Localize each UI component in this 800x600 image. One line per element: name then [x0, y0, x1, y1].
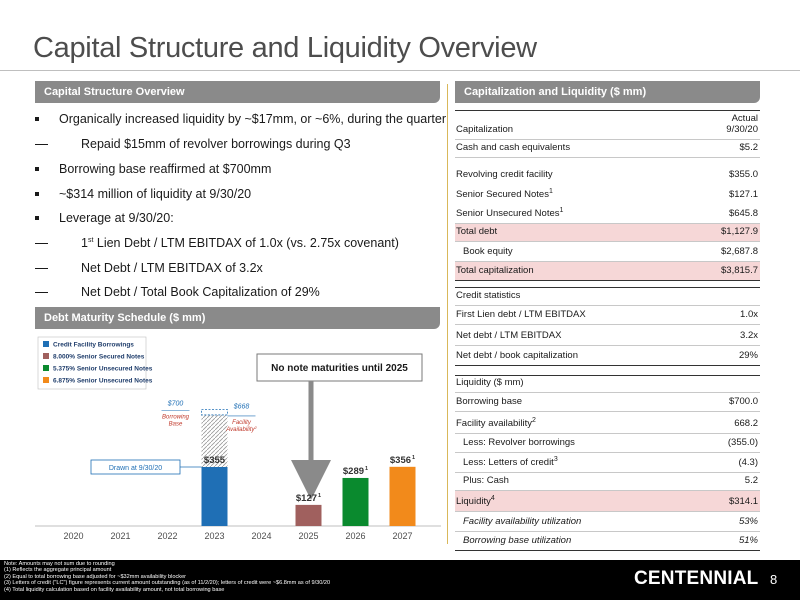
- bar-2025: [296, 505, 322, 526]
- footnote-ref: 1: [318, 492, 322, 499]
- row-label: Borrowing base: [456, 396, 523, 407]
- bullet-text: ~$314 million of liquidity at 9/30/20: [59, 187, 252, 201]
- x-tick-label: 2022: [157, 531, 178, 541]
- row-label: Borrowing base utilization: [463, 535, 572, 546]
- column-divider: [447, 84, 448, 544]
- actual-date-header: [726, 113, 758, 135]
- bar-2023: [202, 467, 228, 526]
- row-label-text: Senior Secured Notes: [456, 189, 549, 200]
- footnote-line: (3) Letters of credit ("LC") figure represents current amount outstanding (as of 11/2/20); letters of credit were ~$6.8mm as of 9/30/20: [4, 580, 331, 587]
- bar-value-label: $\$289^1$: [342, 465, 369, 477]
- table-row: [455, 306, 760, 325]
- row-label-text: Senior Unsecured Notes: [456, 208, 560, 219]
- table-row: [455, 325, 760, 346]
- drawn-callout: [91, 460, 203, 474]
- bar-2026: [343, 478, 369, 526]
- row-value: $5.2: [739, 142, 758, 153]
- page-number: 8: [770, 572, 778, 587]
- row-label: [463, 457, 558, 468]
- legend-label-secured-notes: 8.000% Senior Secured Notes: [53, 353, 145, 361]
- legend-swatch-5375-notes: [43, 365, 49, 371]
- liquidity-header: Liquidity ($ mm): [456, 377, 524, 388]
- bullet-marker: [35, 117, 39, 121]
- footnote-line: (4) Total liquidity calculation based on facility availability amount, not total borrowing base: [4, 586, 225, 593]
- borrowing-base-caption: Borrowing: [161, 414, 190, 421]
- chart-x-axis: [63, 531, 412, 541]
- table-row: [455, 140, 760, 158]
- bullet-marker: [35, 167, 39, 171]
- row-label: Less: Revolver borrowings: [463, 437, 575, 448]
- footnote-ref: 2: [254, 424, 257, 430]
- table-row: [455, 204, 760, 224]
- facility-availability-value: $668: [233, 403, 250, 411]
- row-value: (4.3): [738, 457, 758, 468]
- page-title: Capital Structure and Liquidity Overview: [33, 32, 537, 64]
- row-value: $355.0: [728, 169, 758, 180]
- footnote-ref: 2: [532, 416, 536, 424]
- table-row: [455, 532, 760, 551]
- table-row-liquidity: [455, 491, 760, 512]
- legend-swatch-6875-notes: [43, 377, 49, 383]
- borrowing-base-caption: Base: [168, 421, 183, 428]
- row-value: $700.0: [728, 396, 758, 407]
- bullet-text: Organically increased liquidity by ~$17mm, or ~6%, during the quarter: [59, 112, 447, 126]
- row-value: 53%: [738, 516, 758, 527]
- row-label-text: Facility availability: [456, 418, 533, 429]
- row-value: $314.1: [728, 496, 758, 507]
- title-divider: [0, 70, 800, 71]
- row-value: 1.0x: [740, 309, 758, 320]
- footnote-ref: 3: [553, 455, 558, 463]
- row-value: $3,815.7: [721, 265, 758, 276]
- borrowing-base-value: $700: [167, 400, 184, 408]
- table-row: [455, 453, 760, 473]
- row-value: 29%: [738, 350, 758, 361]
- sub-bullet-text: [81, 236, 399, 250]
- row-value: 3.2x: [740, 330, 758, 341]
- x-tick-label: 2020: [63, 531, 84, 541]
- row-label-text: Liquidity: [456, 496, 491, 507]
- row-label: Net debt / LTM EBITDAX: [456, 330, 562, 341]
- row-label: [456, 189, 553, 200]
- x-tick-label: 2027: [392, 531, 413, 541]
- footnote-line: (2) Equal to total borrowing base adjusted for ~$32mm availability blocker: [4, 573, 187, 580]
- ordinal-suffix: st: [87, 236, 94, 244]
- bar-value-label: $\$127^1$: [295, 492, 322, 504]
- sub-bullet-text: Net Debt / Total Book Capitalization of 29%: [81, 285, 320, 299]
- table-row: [455, 158, 760, 184]
- row-label: [456, 418, 536, 429]
- table-row-total-debt: [455, 224, 760, 242]
- legend-label-6875-notes: 6.875% Senior Unsecured Notes: [53, 377, 153, 385]
- table-row: [455, 434, 760, 453]
- footnote-ref: 1: [559, 206, 564, 214]
- row-label: [456, 208, 563, 219]
- footnotes: [4, 561, 330, 593]
- ordinal-number: 1: [81, 236, 88, 250]
- row-value: $2,687.8: [721, 246, 758, 257]
- sub-bullet-text: Net Debt / LTM EBITDAX of 3.2x: [81, 261, 263, 275]
- date-header: 9/30/20: [726, 124, 758, 135]
- row-label: Total debt: [456, 226, 498, 237]
- bar-value-label: $355: [203, 454, 226, 466]
- liquidity-header-row: [455, 375, 760, 393]
- dash-marker: [35, 144, 48, 145]
- bar-value-label: $\$356^1$: [389, 454, 416, 466]
- company-logo: CENTENNIAL: [634, 568, 759, 589]
- facility-availability-caption: Facility: [232, 419, 251, 426]
- dash-marker: [35, 243, 48, 244]
- x-tick-label: 2025: [298, 531, 319, 541]
- bullet-marker: [35, 192, 39, 196]
- section-header-capital-structure: Capital Structure Overview: [35, 81, 440, 103]
- row-label: First Lien debt / LTM EBITDAX: [456, 309, 586, 320]
- table-header-row: [455, 110, 760, 140]
- row-value: $645.8: [728, 208, 758, 219]
- borrowing-base-outline: [202, 410, 228, 415]
- row-label: [456, 496, 495, 507]
- table-row: [455, 242, 760, 262]
- row-value: 5.2: [744, 475, 758, 486]
- footnote-ref: 1: [412, 454, 416, 461]
- row-value: $127.1: [728, 189, 758, 200]
- row-label: Plus: Cash: [463, 475, 509, 486]
- drawn-label: Drawn at 9/30/20: [108, 465, 163, 472]
- credit-stats-header: Credit statistics: [456, 290, 521, 301]
- x-tick-label: 2026: [345, 531, 366, 541]
- table-row: [455, 412, 760, 434]
- capitalization-header: Capitalization: [456, 124, 514, 135]
- actual-header: Actual: [731, 113, 758, 124]
- footnote-ref: 4: [490, 494, 495, 502]
- legend-label-credit-facility: Credit Facility Borrowings: [53, 341, 134, 349]
- x-tick-label: 2023: [204, 531, 225, 541]
- row-value: 51%: [738, 535, 758, 546]
- footnote-line: Note: Amounts may not sum due to rounding: [4, 561, 115, 567]
- dash-marker: [35, 292, 48, 293]
- row-label: Revolving credit facility: [456, 169, 553, 180]
- table-row: [455, 393, 760, 412]
- legend-swatch-credit-facility: [43, 341, 49, 347]
- table-row: [455, 346, 760, 366]
- row-label: Net debt / book capitalization: [456, 350, 578, 361]
- x-tick-label: 2024: [251, 531, 272, 541]
- footnote-ref: 1: [548, 187, 553, 195]
- sub-bullet-remainder: Lien Debt / LTM EBITDAX of 1.0x (vs. 2.75x covenant): [93, 236, 399, 250]
- legend-swatch-secured-notes: [43, 353, 49, 359]
- section-header-capitalization-liquidity: Capitalization and Liquidity ($ mm): [455, 81, 760, 103]
- row-label: Facility availability utilization: [463, 516, 582, 527]
- dash-marker: [35, 268, 48, 269]
- row-value: (355.0): [727, 437, 758, 448]
- row-value: 668.2: [734, 418, 758, 429]
- row-label: Book equity: [463, 246, 513, 257]
- sub-bullet-text: Repaid $15mm of revolver borrowings during Q3: [81, 137, 351, 151]
- chart-legend: [38, 337, 153, 389]
- table-row: [455, 473, 760, 491]
- table-row: [455, 184, 760, 204]
- x-tick-label: 2021: [110, 531, 131, 541]
- row-value: $1,127.9: [721, 226, 758, 237]
- row-label: Cash and cash equivalents: [456, 142, 571, 153]
- facility-availability-caption: Availability$^2$: [226, 424, 257, 433]
- table-row: [455, 512, 760, 532]
- legend-label-5375-notes: 5.375% Senior Unsecured Notes: [53, 365, 153, 373]
- bullet-marker: [35, 216, 39, 220]
- debt-maturity-chart: [35, 330, 441, 545]
- credit-stats-header-row: [455, 287, 760, 306]
- table-row-total-capitalization: [455, 262, 760, 281]
- bullet-text: Leverage at 9/30/20:: [59, 211, 174, 225]
- row-label-text: Less: Letters of credit: [463, 457, 554, 468]
- bar-2027: [390, 467, 416, 526]
- bullet-text: Borrowing base reaffirmed at $700mm: [59, 162, 272, 176]
- footnote-line: (1) Reflects the aggregate principal amount: [4, 567, 112, 574]
- callout-text: No note maturities until 2025: [271, 363, 408, 374]
- section-header-debt-maturity: Debt Maturity Schedule ($ mm): [35, 307, 440, 329]
- row-label: Total capitalization: [456, 265, 534, 276]
- footnote-ref: 1: [365, 465, 369, 472]
